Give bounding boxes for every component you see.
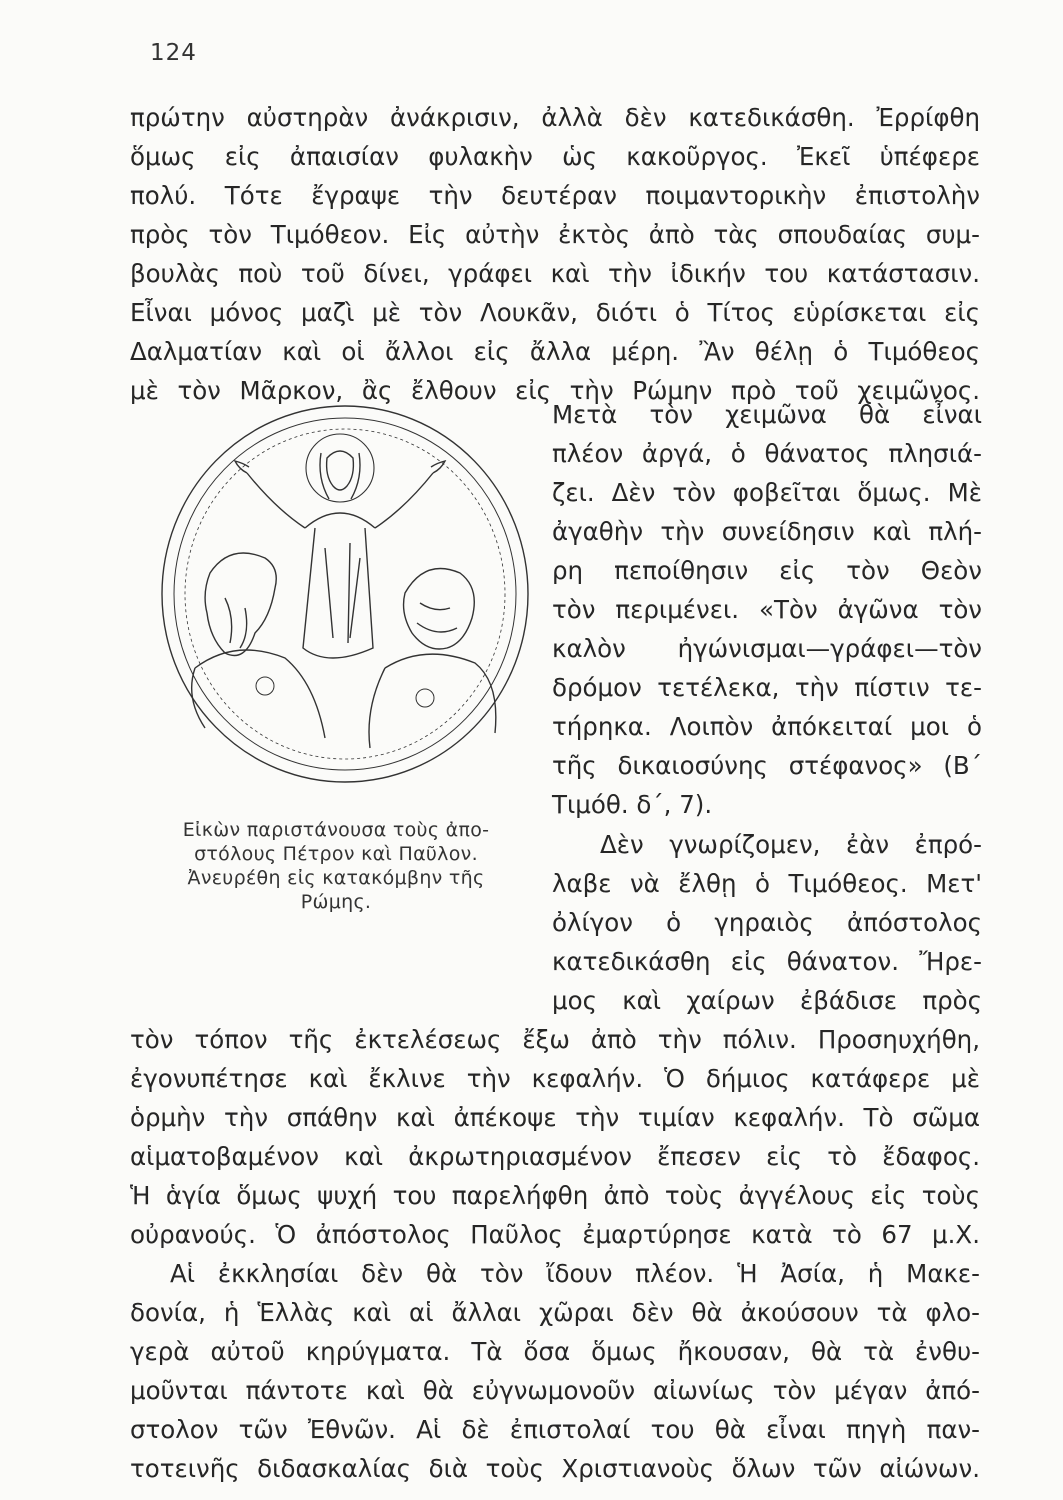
text-line: Μετὰ τὸν χειμῶνα θὰ εἶναι — [552, 400, 982, 429]
text-line: τοτεινῆς διδασκαλίας διὰ τοὺς Χριστιανοὺς ὅλων τῶν αἰώνων. — [130, 1454, 980, 1483]
caption-line: στόλους Πέτρον καὶ Παῦλον. — [194, 843, 478, 865]
text-line: πολύ. Τότε ἔγραψε τὴν δευτέραν ποιμαντορικὴν ἐπιστολὴν — [130, 181, 980, 210]
text-line: λαβε νὰ ἔλθῃ ὁ Τιμόθεος. Μετ' — [552, 869, 982, 898]
text-line: Ἡ ἁγία ὅμως ψυχή του παρελήφθη ἀπὸ τοὺς ἀγγέλους εἰς τοὺς — [130, 1181, 980, 1210]
text-line: ὅμως εἰς ἀπαισίαν φυλακὴν ὡς κακοῦργος. Ἐκεῖ ὑπέφερε — [130, 142, 980, 171]
text-line: γερὰ αὐτοῦ κηρύγματα. Τὰ ὅσα ὅμως ἤκουσαν, θὰ τὰ ἐνθυ- — [130, 1337, 980, 1366]
caption-line: Ρώμης. — [300, 891, 372, 913]
text-line: τὸν τόπον τῆς ἐκτελέσεως ἔξω ἀπὸ τὴν πόλιν. Προσηυχήθη, — [130, 1025, 980, 1054]
text-line: Δὲν γνωρίζομεν, ἐὰν ἐπρό- — [600, 830, 982, 859]
text-line: δονία, ἡ Ἑλλὰς καὶ αἱ ἄλλαι χῶραι δὲν θὰ ἀκούσουν τὰ φλο- — [130, 1298, 980, 1327]
text-line: τήρηκα. Λοιπὸν ἀπόκειταί μοι ὁ — [552, 712, 982, 741]
text-line: ζει. Δὲν τὸν φοβεῖται ὅμως. Μὲ — [552, 478, 982, 507]
text-line: Τιμόθ. δ΄, 7). — [552, 790, 713, 819]
text-line: ὁρμὴν τὴν σπάθην καὶ ἀπέκοψε τὴν τιμίαν κεφαλήν. Τὸ σῶμα — [130, 1103, 980, 1132]
text-line: Εἶναι μόνος μαζὶ μὲ τὸν Λουκᾶν, διότι ὁ Τίτος εὑρίσκεται εἰς — [130, 298, 980, 327]
text-line: Αἱ ἐκκλησίαι δὲν θὰ τὸν ἴδουν πλέον. Ἡ Ἀσία, ἡ Μακε- — [170, 1259, 980, 1288]
text-line: ἐγονυπέτησε καὶ ἔκλινε τὴν κεφαλήν. Ὁ δήμιος κατάφερε μὲ — [130, 1064, 980, 1093]
text-line: δρόμον τετέλεκα, τὴν πίστιν τε- — [552, 673, 982, 702]
text-line: ρη πεποίθησιν εἰς τὸν Θεὸν — [552, 556, 982, 585]
text-line: πρὸς τὸν Τιμόθεον. Εἰς αὐτὴν ἐκτὸς ἀπὸ τὰς σπουδαίας συμ- — [130, 220, 980, 249]
text-line: Δαλματίαν καὶ οἱ ἄλλοι εἰς ἄλλα μέρη. Ἂν θέλῃ ὁ Τιμόθεος — [130, 337, 980, 366]
text-line: μος καὶ χαίρων ἐβάδισε πρὸς — [552, 986, 982, 1015]
text-line: πλέον ἀργά, ὁ θάνατος πλησιά- — [552, 439, 982, 468]
text-line: βουλὰς ποὺ τοῦ δίνει, γράφει καὶ τὴν ἰδικήν του κατάστασιν. — [130, 259, 980, 288]
apostles-medallion-illustration — [155, 398, 545, 793]
text-line: τὸν περιμένει. «Τὸν ἀγῶνα τὸν — [552, 595, 982, 624]
text-line: μὲ τὸν Μᾶρκον, ἂς ἔλθουν εἰς τὴν Ρώμην πρὸ τοῦ χειμῶνος. — [130, 376, 980, 405]
text-line: κατεδικάσθη εἰς θάνατον. Ἤρε- — [552, 947, 982, 976]
caption-line: Ἀνευρέθη εἰς κατακόμβην τῆς — [187, 867, 485, 889]
page-number: 124 — [150, 40, 197, 66]
text-line: ἀγαθὴν τὴν συνείδησιν καὶ πλή- — [552, 517, 982, 546]
text-line: μοῦνται πάντοτε καὶ θὰ εὐγνωμονοῦν αἰωνίως τὸν μέγαν ἀπό- — [130, 1376, 980, 1405]
text-line: αἱματοβαμένον καὶ ἀκρωτηριασμένον ἔπεσεν εἰς τὸ ἔδαφος. — [130, 1142, 980, 1171]
text-line: καλὸν ἠγώνισμαι—γράφει—τὸν — [552, 634, 982, 663]
text-line: τῆς δικαιοσύνης στέφανος» (Β΄ — [552, 751, 982, 780]
text-line: πρώτην αὐστηρὰν ἀνάκρισιν, ἀλλὰ δὲν κατεδικάσθη. Ἐρρίφθη — [130, 103, 980, 132]
text-line: ὀλίγον ὁ γηραιὸς ἀπόστολος — [552, 908, 982, 937]
text-line: οὐρανούς. Ὁ ἀπόστολος Παῦλος ἐμαρτύρησε κατὰ τὸ 67 μ.Χ. — [130, 1220, 980, 1249]
text-line: στολον τῶν Ἐθνῶν. Αἱ δὲ ἐπιστολαί του θὰ εἶναι πηγὴ παν- — [130, 1415, 980, 1444]
caption-line: Εἰκὼν παριστάνουσα τοὺς ἀπο- — [182, 819, 490, 841]
illustration-caption — [130, 818, 542, 914]
